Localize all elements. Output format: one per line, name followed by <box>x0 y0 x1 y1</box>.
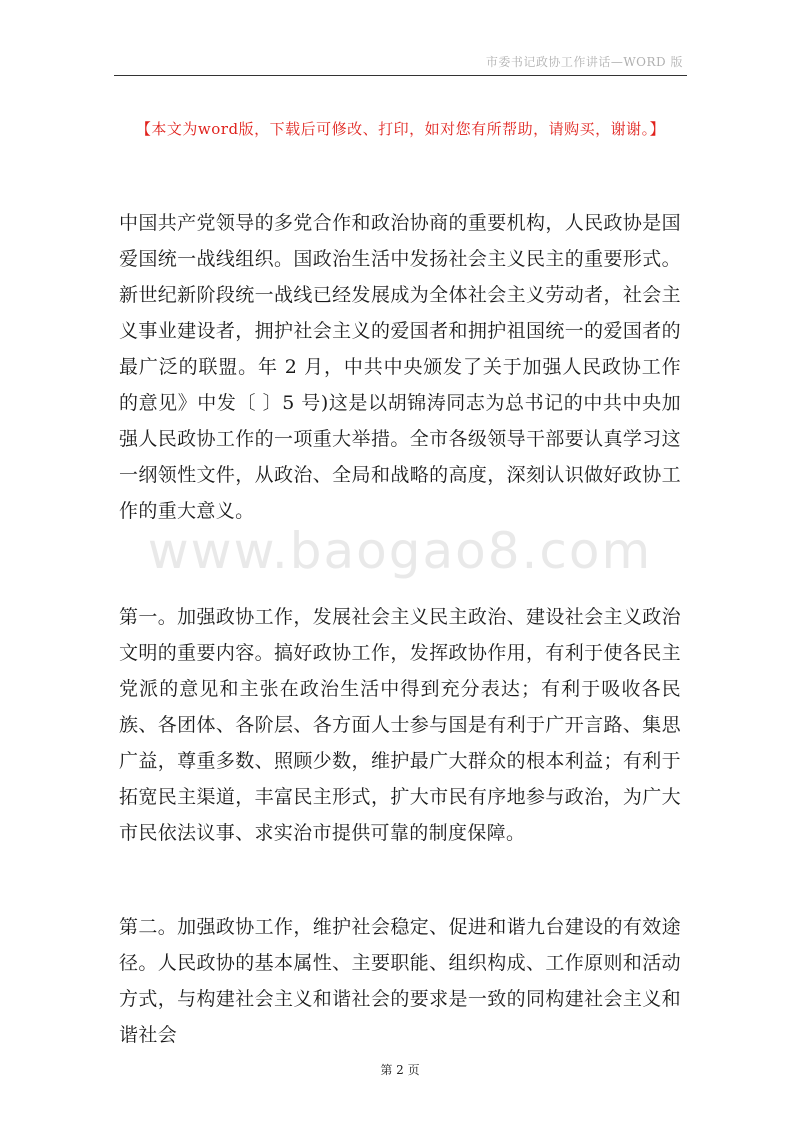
paragraph-intro: 中国共产党领导的多党合作和政治协商的重要机构，人民政协是国爱国统一战线组织。国政治生活中发扬社会主义民主的重要形式。新世纪新阶段统一战线已经发展成为全体社会主义劳动者，社会主义事业建设者，拥护社会主义的爱国者和拥护祖国统一的爱国者的最广泛的联盟。年 2 月，中共中央颁发了关于加强人民政协工作的意见》中发〔 〕5 号)这是以胡锦涛同志为总书记的中共中央加强人民政协工作的一项重大举措。全市各级领导干部要认真学习这一纲领性文件，从政治、全局和战略的高度，深刻认识做好政协工作的重大意义。 <box>119 212 681 522</box>
paragraph-second: 第二。加强政协工作，维护社会稳定、促进和谐九台建设的有效途径。人民政协的基本属性、主要职能、组织构成、工作原则和活动方式，与构建社会主义和谐社会的要求是一致的同构建社会主义和谐社会 <box>119 916 681 1046</box>
paragraph-first: 第一。加强政协工作，发展社会主义民主政治、建设社会主义政治文明的重要内容。搞好政协工作，发挥政协作用，有利于使各民主党派的意见和主张在政治生活中得到充分表达；有利于吸收各民族、各团体、各阶层、各方面人士参与国是有利于广开言路、集思广益，尊重多数、照顾少数，维护最广大群众的根本利益；有利于拓宽民主渠道，丰富民主形式，扩大市民有序地参与政治，为广大市民依法议事、求实治市提供可靠的制度保障。 <box>119 606 681 844</box>
document-body <box>119 205 681 1053</box>
download-notice: 【本文为word版，下载后可修改、打印，如对您有所帮助，请购买，谢谢。】 <box>135 120 666 138</box>
running-header: 市委书记政协工作讲话—WORD 版 <box>485 55 683 69</box>
header-divider <box>114 75 687 76</box>
page-number: 第 2 页 <box>380 1063 420 1077</box>
watermark: www.baogao8.com <box>147 522 653 580</box>
